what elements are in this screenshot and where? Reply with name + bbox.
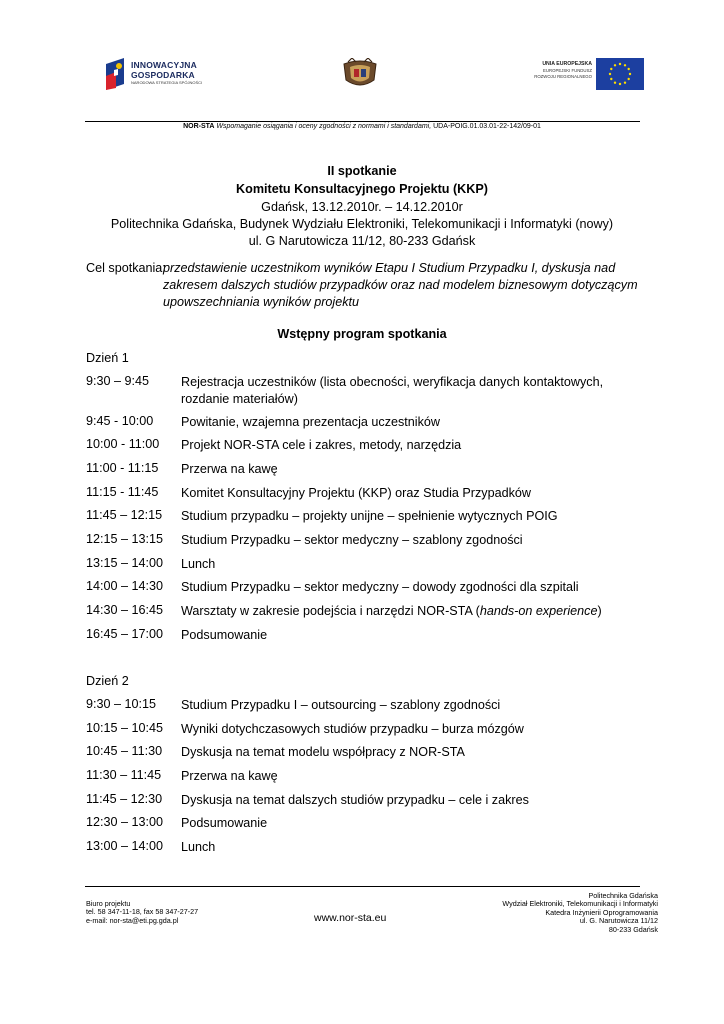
day2-desc: Studium Przypadku I – outsourcing – szablony zgodności <box>181 698 501 712</box>
logo-right-line2: EUROPEJSKI FUNDUSZ <box>543 68 592 73</box>
goal-line-1: przedstawienie uczestnikom wyników Etapu I Studium Przypadku I, dyskusja nad <box>163 261 616 275</box>
logo-right-line1: UNIA EUROPEJSKA <box>542 61 592 67</box>
day2-time: 10:45 – 11:30 <box>86 744 163 758</box>
meeting-title: II spotkanie <box>327 164 397 178</box>
day1-time: 11:45 – 12:15 <box>86 508 163 522</box>
day1-time: 10:00 - 11:00 <box>86 437 160 451</box>
project-acronym: NOR-STA <box>183 123 215 130</box>
day1-label: Dzień 1 <box>86 351 129 365</box>
day2-time: 11:45 – 12:30 <box>86 792 163 806</box>
goal-line-3: upowszechniania wyników projektu <box>163 295 360 309</box>
day2-time: 11:30 – 11:45 <box>86 768 162 782</box>
day1-desc: Studium przypadku – projekty unijne – spełnienie wytycznych POIG <box>181 509 558 523</box>
day2-desc: Dyskusja na temat modelu współpracy z NOR-STA <box>181 745 465 759</box>
day1-desc: Projekt NOR-STA cele i zakres, metody, narzędzia <box>181 438 462 452</box>
header-rule <box>85 121 640 122</box>
meeting-venue: Politechnika Gdańska, Budynek Wydziału Elektroniki, Telekomunikacji i Informatyki (nowy) <box>110 217 614 231</box>
day2-time: 9:30 – 10:15 <box>86 697 157 711</box>
ig-emblem-icon <box>104 58 126 90</box>
day2-desc: Przerwa na kawę <box>181 769 278 783</box>
day1-time: 14:30 – 16:45 <box>86 603 164 617</box>
logo-left-line3: NARODOWA STRATEGIA SPÓJNOŚCI <box>131 80 203 85</box>
day1-time: 16:45 – 17:00 <box>86 627 164 641</box>
project-code: UDA-POIG.01.03.01-22-142/09-01 <box>433 123 541 130</box>
innowacyjna-gospodarka-logo <box>104 58 224 92</box>
project-name: Wspomaganie osiągania i oceny zgodności z normami i standardami, <box>216 123 432 130</box>
day1-desc: Studium Przypadku – sektor medyczny – szablony zgodności <box>181 533 523 547</box>
day2-desc: Lunch <box>181 840 216 854</box>
day2-desc: Podsumowanie <box>181 816 268 830</box>
eu-flag-icon <box>596 58 644 90</box>
day1-desc: Lunch <box>181 557 216 571</box>
university-crest-logo <box>340 58 380 90</box>
day1-time: 13:15 – 14:00 <box>86 556 164 570</box>
goal-label: Cel spotkania: <box>86 261 166 275</box>
meeting-dates: Gdańsk, 13.12.2010r. – 14.12.2010r <box>261 200 463 214</box>
day1-time: 9:30 – 9:45 <box>86 374 150 388</box>
day1-desc: Podsumowanie <box>181 628 268 642</box>
day1-desc: Przerwa na kawę <box>181 462 278 476</box>
footer-rule <box>85 886 640 887</box>
logo-left-line2: GOSPODARKA <box>131 70 195 80</box>
goal-line-2: zakresem dalszych studiów przypadków oraz nad modelem biznesowym dotyczącym <box>163 278 638 292</box>
crest-icon <box>340 58 380 90</box>
day2-label: Dzień 2 <box>86 674 129 688</box>
day2-time: 12:30 – 13:00 <box>86 815 164 829</box>
day1-desc: Rejestracja uczestników (lista obecności, weryfikacja danych kontaktowych, rozdanie materiałów) <box>181 375 604 406</box>
day1-time: 9:45 - 10:00 <box>86 414 154 428</box>
day1-time: 11:15 - 11:45 <box>86 485 159 499</box>
day1-desc: Warsztaty w zakresie podejścia i narzędzi NOR-STA (hands-on experience) <box>181 604 602 618</box>
program-title: Wstępny program spotkania <box>277 327 447 341</box>
meeting-address: ul. G Narutowicza 11/12, 80-233 Gdańsk <box>248 234 476 248</box>
day2-time: 10:15 – 10:45 <box>86 721 164 735</box>
committee-title: Komitetu Konsultacyjnego Projektu (KKP) <box>236 182 488 196</box>
logo-right-line3: ROZWOJU REGIONALNEGO <box>534 74 592 79</box>
day1-desc: Studium Przypadku – sektor medyczny – dowody zgodności dla szpitali <box>181 580 579 594</box>
day1-desc: Powitanie, wzajemna prezentacja uczestników <box>181 415 441 429</box>
eu-logo <box>518 58 628 90</box>
footer-website[interactable]: www.nor-sta.eu <box>314 912 387 924</box>
day2-time: 13:00 – 14:00 <box>86 839 164 853</box>
day1-desc: Komitet Konsultacyjny Projektu (KKP) oraz Studia Przypadków <box>181 486 531 500</box>
logo-left-line1: INNOWACYJNA <box>131 60 197 70</box>
footer-office: Biuro projektu tel. 58 347-11-18, fax 58 347-27-27 e-mail: nor-sta@eti.pg.gda.pl <box>86 899 199 925</box>
day2-desc: Wyniki dotychczasowych studiów przypadku – burza mózgów <box>181 722 524 736</box>
project-line <box>0 123 724 130</box>
day1-time: 11:00 - 11:15 <box>86 461 159 475</box>
footer-address: Politechnika Gdańska Wydział Elektroniki, Telekomunikacji i Informatyki Katedra Inżynierii Oprogramowania ul. G. Narutowicza 11/12 80-233 Gdańsk <box>502 891 658 934</box>
day1-time: 12:15 – 13:15 <box>86 532 164 546</box>
day2-desc: Dyskusja na temat dalszych studiów przypadku – cele i zakres <box>181 793 529 807</box>
day1-time: 14:00 – 14:30 <box>86 579 164 593</box>
